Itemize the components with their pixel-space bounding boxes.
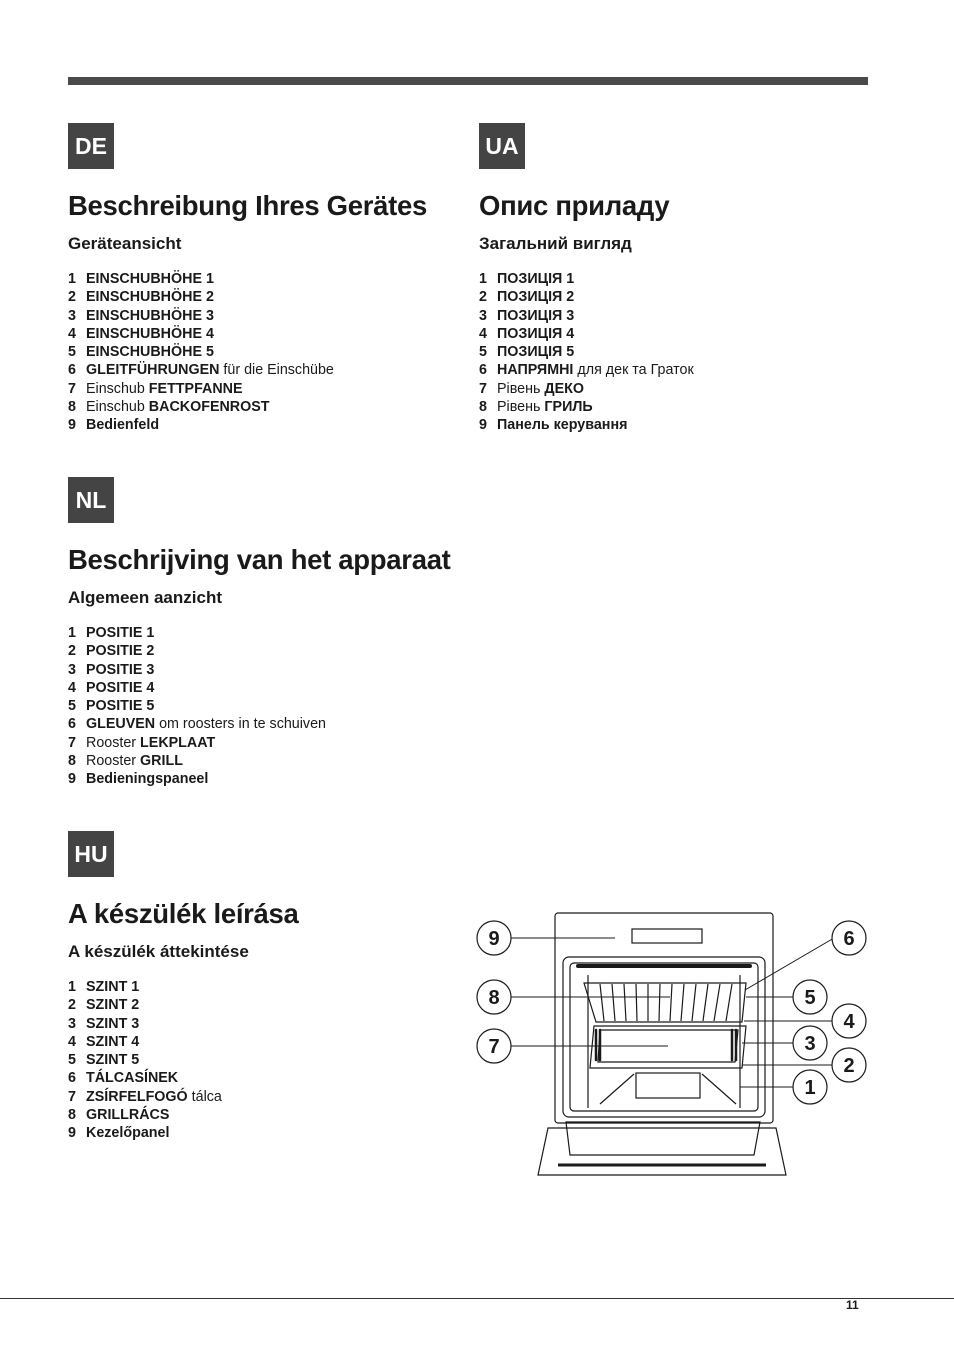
parts-list-ua [479, 270, 879, 434]
item-label: Bedieningspaneel [86, 771, 209, 787]
item-number: 6 [68, 1070, 76, 1087]
callout-number: 4 [843, 1011, 855, 1033]
item-label: GRILLRÁCS [86, 1106, 170, 1123]
section-title-hu: A készülék leírása [68, 898, 299, 929]
item-prefix: Rooster [86, 734, 141, 751]
item-label: ПОЗИЦІЯ 2 [497, 289, 575, 306]
item-label: TÁLCASÍNEK [86, 1070, 179, 1087]
callout-number: 8 [488, 987, 500, 1009]
language-badge-nl: NL [68, 477, 114, 523]
list-item [68, 978, 468, 996]
parts-list-hu [68, 978, 468, 1142]
shelf-supports [596, 1030, 736, 1060]
list-item [68, 1033, 468, 1051]
list-item [68, 1015, 468, 1033]
list-item [479, 288, 879, 306]
section-subtitle-hu: A készülék áttekintése [68, 942, 249, 961]
item-number: 2 [68, 997, 76, 1014]
item-label: ПОЗИЦІЯ 3 [497, 307, 575, 324]
item-suffix: für die Einschübe [219, 362, 334, 379]
item-label: GLEUVEN [86, 716, 156, 733]
item-number: 6 [68, 716, 76, 733]
list-item [68, 416, 468, 434]
item-label: Bedienfeld [86, 417, 160, 433]
section-title-nl: Beschrijving van het apparaat [68, 544, 451, 575]
list-item [68, 1088, 468, 1106]
list-item [479, 325, 879, 343]
callout-number: 5 [804, 987, 816, 1009]
parts-list-de [68, 270, 468, 434]
list-item [68, 770, 468, 788]
item-number: 1 [479, 271, 487, 287]
list-item [68, 325, 468, 343]
language-badge-ua: UA [479, 123, 525, 169]
item-prefix: Рівень [497, 398, 545, 415]
item-number: 8 [68, 398, 76, 415]
item-label: EINSCHUBHÖHE 5 [86, 344, 214, 360]
oven-diagram [470, 905, 880, 1185]
list-item [68, 343, 468, 361]
item-number: 5 [479, 344, 487, 360]
list-item [479, 270, 879, 288]
language-badge-hu: HU [68, 831, 114, 877]
list-item [68, 1124, 468, 1142]
item-prefix: Рівень [497, 380, 545, 397]
item-number: 4 [68, 325, 76, 342]
item-number: 2 [479, 289, 487, 306]
item-number: 5 [68, 344, 76, 360]
item-label: EINSCHUBHÖHE 4 [86, 325, 214, 342]
list-item [68, 661, 468, 679]
section-subtitle-nl: Algemeen aanzicht [68, 588, 222, 607]
item-number: 8 [68, 752, 76, 769]
grill-rack-bars [600, 984, 732, 1021]
callout-number: 3 [804, 1033, 816, 1055]
item-number: 1 [68, 979, 76, 995]
list-item [68, 734, 468, 752]
callout-number: 7 [488, 1036, 500, 1058]
item-number: 9 [68, 417, 76, 433]
control-panel-display [632, 929, 702, 943]
oven-door [538, 1128, 786, 1175]
item-number: 7 [68, 734, 76, 751]
list-item [68, 270, 468, 288]
item-label: EINSCHUBHÖHE 3 [86, 307, 214, 324]
item-number: 1 [68, 271, 76, 287]
list-item [68, 380, 468, 398]
item-number: 3 [68, 307, 76, 324]
item-label: ДЕКО [544, 380, 584, 397]
item-suffix: для дек та Граток [573, 362, 694, 379]
section-title-ua: Опис приладу [479, 190, 670, 221]
item-label: Kezelőpanel [86, 1125, 170, 1141]
item-number: 3 [68, 661, 76, 678]
list-item [68, 288, 468, 306]
section-ua [479, 123, 879, 434]
list-item [68, 1106, 468, 1124]
item-label: ZSÍRFELFOGÓ [86, 1088, 188, 1105]
list-item [479, 361, 879, 379]
list-item [68, 307, 468, 325]
item-number: 9 [68, 771, 76, 787]
item-label: SZINT 4 [86, 1033, 140, 1050]
list-item [68, 1051, 468, 1069]
list-item [68, 715, 468, 733]
item-label: POSITIE 3 [86, 661, 155, 678]
item-number: 7 [479, 380, 487, 397]
grill-rack [584, 983, 746, 1022]
list-item [68, 624, 468, 642]
list-item [68, 398, 468, 416]
item-number: 3 [68, 1015, 76, 1032]
item-label: Панель керування [497, 417, 628, 433]
item-prefix: Einschub [86, 398, 149, 415]
item-label: POSITIE 4 [86, 679, 155, 696]
list-item [68, 642, 468, 660]
list-item [68, 1069, 468, 1087]
item-number: 5 [68, 1052, 76, 1068]
list-item [479, 343, 879, 361]
item-number: 2 [68, 643, 76, 660]
bottom-rule [0, 1298, 954, 1299]
item-label: POSITIE 1 [86, 625, 155, 641]
item-label: ПОЗИЦІЯ 5 [497, 344, 575, 360]
section-subtitle-de: Geräteansicht [68, 234, 182, 253]
item-number: 6 [479, 362, 487, 379]
item-number: 9 [68, 1125, 76, 1141]
list-item [479, 416, 879, 434]
item-label: SZINT 2 [86, 997, 140, 1014]
item-number: 3 [479, 307, 487, 324]
item-number: 2 [68, 289, 76, 306]
page-number: 11 [846, 1298, 859, 1312]
item-label: GLEITFÜHRUNGEN [86, 362, 220, 379]
item-label: GRILL [140, 752, 183, 769]
list-item [68, 361, 468, 379]
callout-number: 9 [488, 928, 500, 950]
list-item [479, 398, 879, 416]
item-number: 7 [68, 1088, 76, 1105]
section-de [68, 123, 468, 434]
item-label: POSITIE 2 [86, 643, 155, 660]
list-item [68, 996, 468, 1014]
top-rule [68, 77, 868, 85]
item-number: 1 [68, 625, 76, 641]
section-hu [68, 831, 468, 1142]
list-item [479, 307, 879, 325]
item-number: 4 [68, 679, 76, 696]
list-item [68, 679, 468, 697]
list-item [68, 697, 468, 715]
section-title-de: Beschreibung Ihres Gerätes [68, 190, 428, 221]
item-label: ПОЗИЦІЯ 4 [497, 325, 575, 342]
list-item [68, 752, 468, 770]
language-badge-de: DE [68, 123, 114, 169]
callout-number: 6 [843, 928, 855, 950]
callout-number: 2 [843, 1055, 855, 1077]
item-label: FETTPFANNE [148, 380, 243, 397]
item-label: SZINT 5 [86, 1052, 140, 1068]
item-number: 7 [68, 380, 76, 397]
item-number: 4 [479, 325, 487, 342]
item-suffix: tálca [187, 1088, 222, 1105]
item-label: НАПРЯМНІ [497, 362, 574, 379]
item-number: 5 [68, 698, 76, 714]
item-prefix: Rooster [86, 752, 141, 769]
item-number: 8 [479, 398, 487, 415]
item-suffix: om roosters in te schuiven [155, 716, 326, 733]
oven-floor-element [636, 1073, 700, 1098]
item-label: SZINT 1 [86, 979, 140, 995]
item-prefix: Einschub [86, 380, 149, 397]
item-number: 9 [479, 417, 487, 433]
item-label: ГРИЛЬ [544, 398, 593, 415]
item-label: LEKPLAAT [140, 734, 216, 751]
list-item [479, 380, 879, 398]
item-label: SZINT 3 [86, 1015, 140, 1032]
item-number: 4 [68, 1033, 76, 1050]
item-label: BACKOFENROST [148, 398, 270, 415]
callout-number: 1 [804, 1077, 816, 1099]
item-number: 8 [68, 1106, 76, 1123]
item-label: EINSCHUBHÖHE 2 [86, 289, 214, 306]
item-number: 6 [68, 362, 76, 379]
item-label: EINSCHUBHÖHE 1 [86, 271, 214, 287]
item-label: ПОЗИЦІЯ 1 [497, 271, 575, 287]
section-subtitle-ua: Загальний вигляд [479, 234, 632, 253]
parts-list-nl [68, 624, 468, 788]
section-nl [68, 477, 468, 788]
item-label: POSITIE 5 [86, 698, 155, 714]
